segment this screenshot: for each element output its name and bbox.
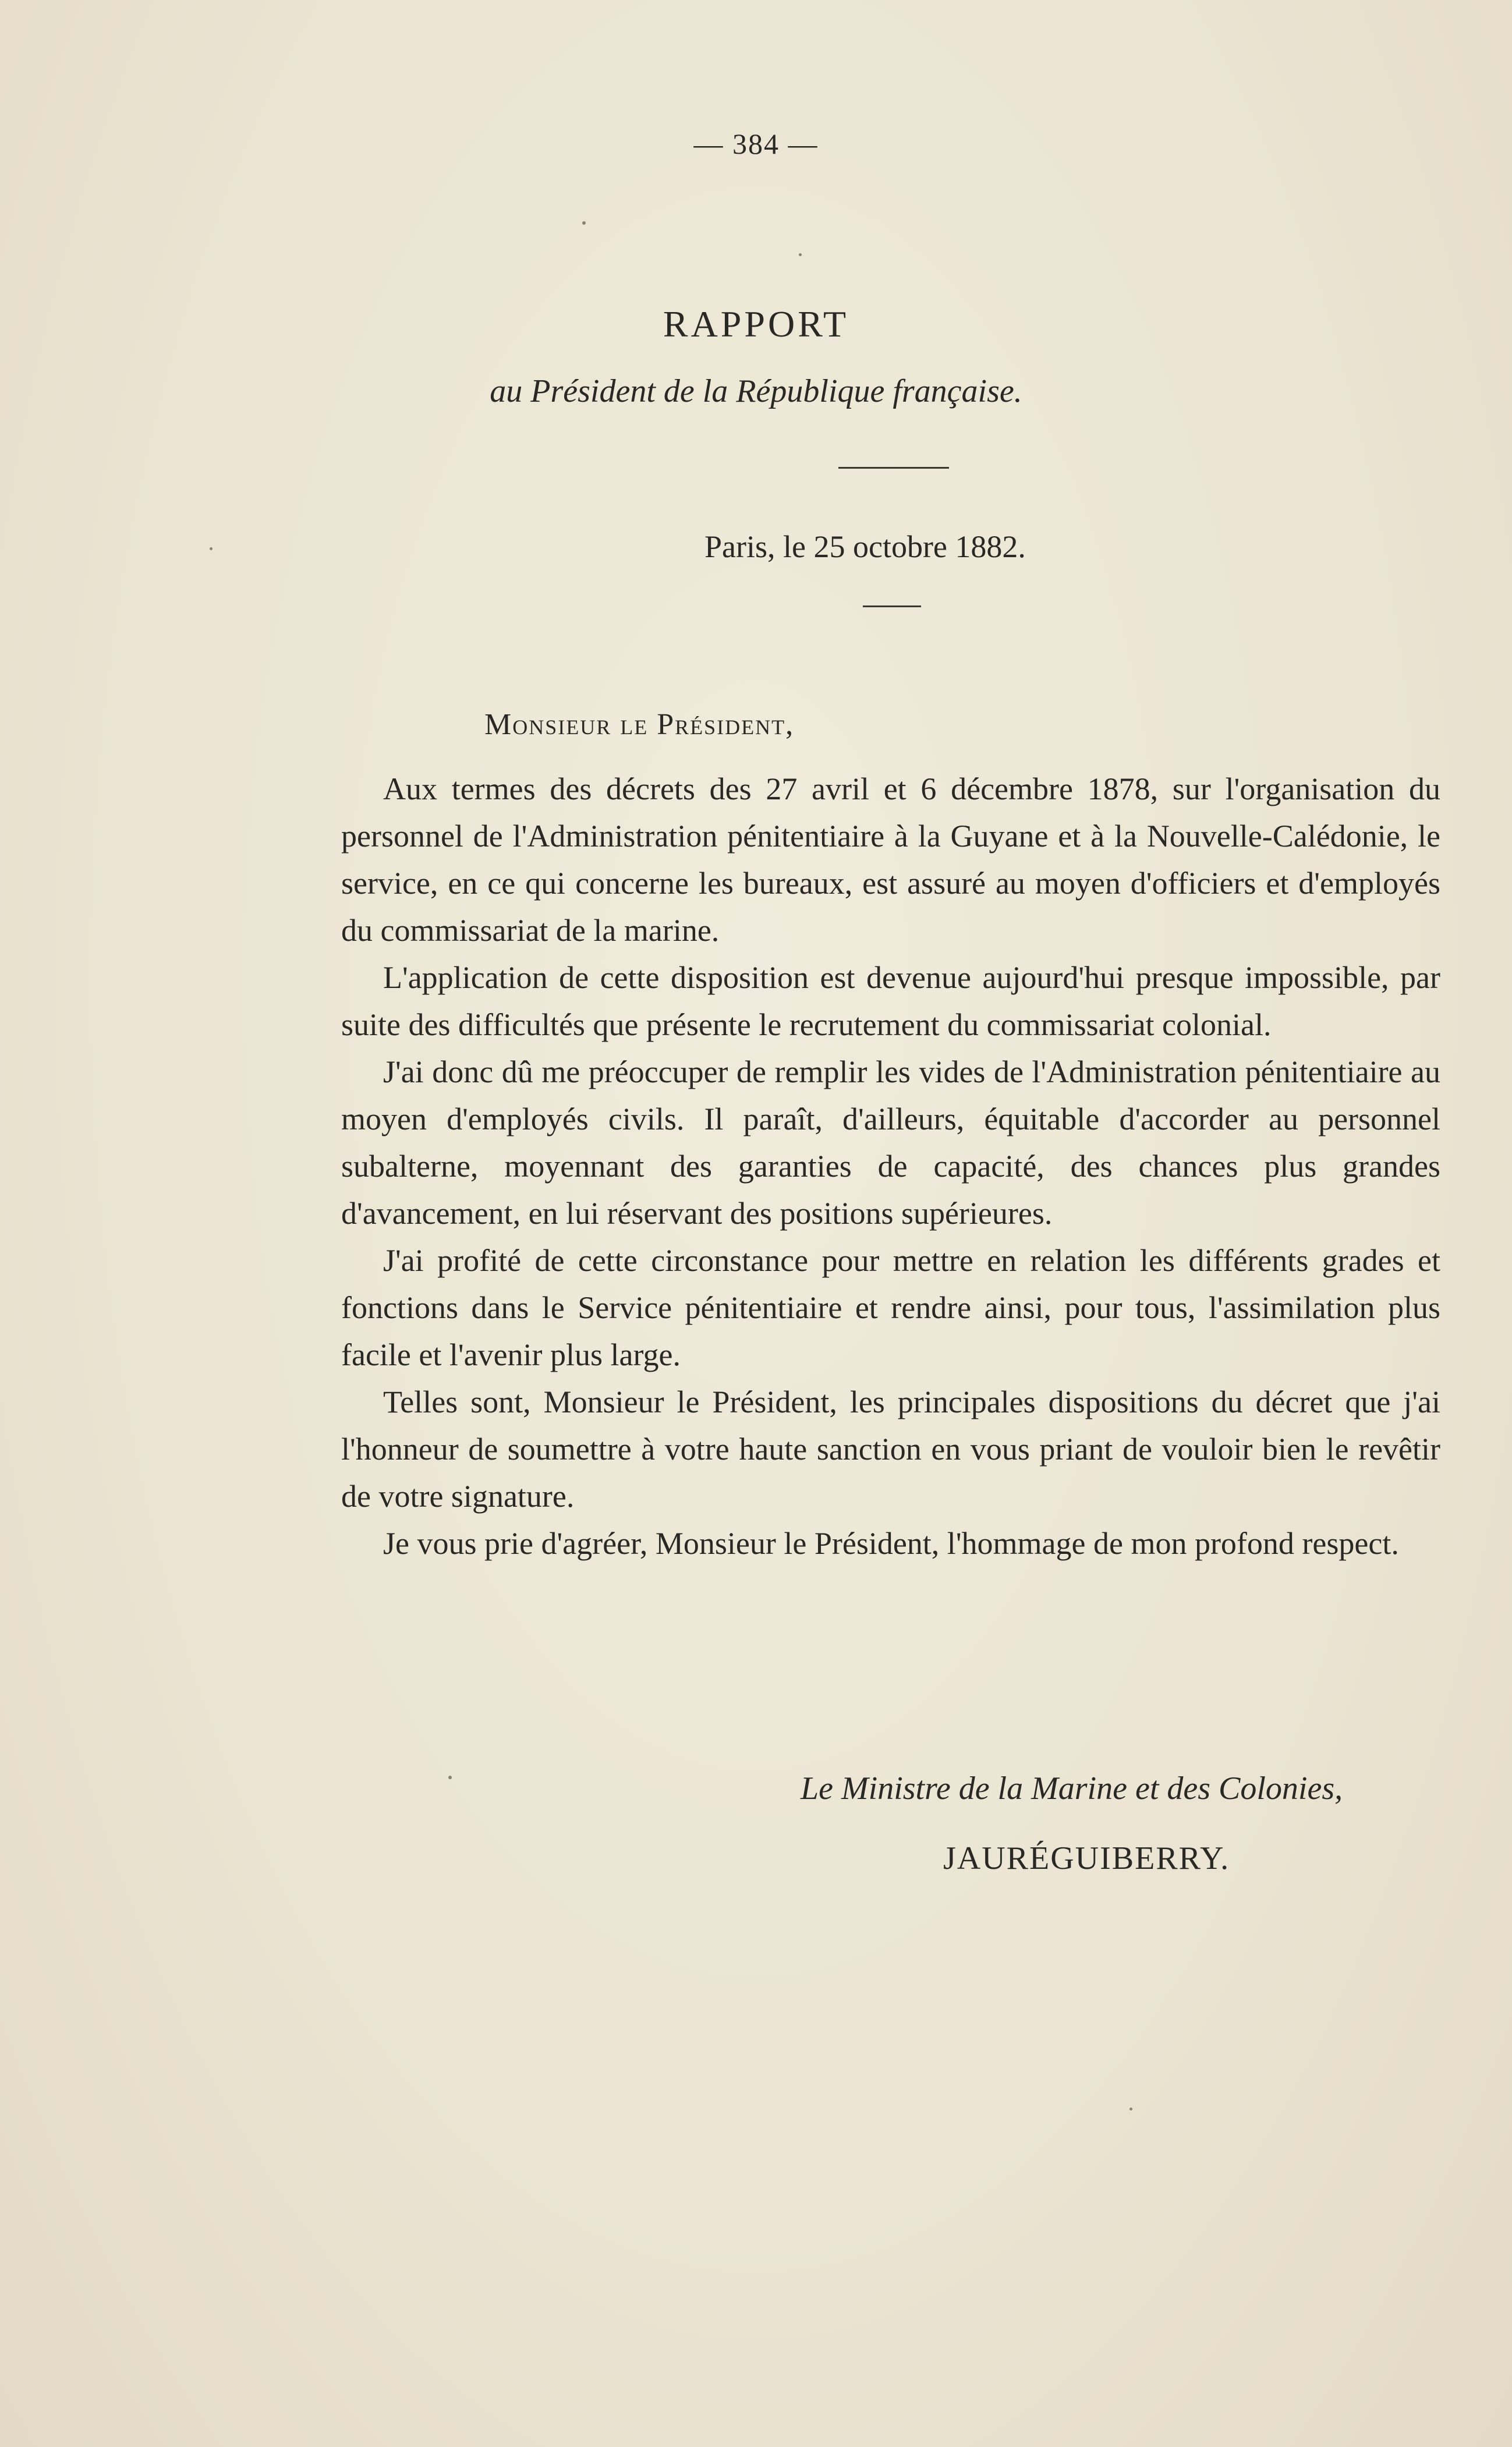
salutation: Monsieur le Président, xyxy=(484,708,795,741)
report-title: RAPPORT xyxy=(663,303,849,345)
paragraph: Aux termes des décrets des 27 avril et 6 décembre 1878, sur l'organisation du personnel de l'Administration pénitentiaire à la Guyane et à la Nouvelle-Calédonie, le service, en ce qui concerne les bureaux, est assuré au moyen d'officiers et d'employés du commissariat de la marine. xyxy=(341,771,1440,948)
paper-speck xyxy=(799,253,802,256)
page-number: — 384 — xyxy=(693,128,819,160)
report-subtitle: au Président de la République française. xyxy=(490,373,1022,409)
paragraph: J'ai donc dû me préoccuper de remplir les vides de l'Administration pénitentiaire au moyen d'employés civils. Il paraît, d'ailleurs, équitable d'accorder au personnel subalterne, moyennant des garanties de capacité, des chances plus grandes d'avancement, en lui réservant des positions supérieures. xyxy=(341,1054,1440,1231)
report-body xyxy=(341,766,1440,1567)
paragraph: Je vous prie d'agréer, Monsieur le Président, l'hommage de mon profond respect. xyxy=(383,1526,1399,1561)
signature-title: Le Ministre de la Marine et des Colonies, xyxy=(801,1770,1343,1807)
title-divider xyxy=(838,467,949,469)
paper-speck xyxy=(210,547,213,550)
paragraph: L'application de cette disposition est devenue aujourd'hui presque impossible, par suite des difficultés que présente le recrutement du commissariat colonial. xyxy=(341,960,1440,1042)
date-line: Paris, le 25 octobre 1882. xyxy=(704,529,1026,564)
paper-speck xyxy=(582,221,586,225)
date-divider xyxy=(863,605,921,607)
paper-speck xyxy=(448,1776,452,1779)
paper-speck xyxy=(1129,2108,1132,2110)
signature-name: JAURÉGUIBERRY. xyxy=(943,1840,1230,1876)
paragraph: Telles sont, Monsieur le Président, les principales dispositions du décret que j'ai l'honneur de soumettre à votre haute sanction en vous priant de vouloir bien le revêtir de votre signature. xyxy=(341,1384,1440,1514)
paragraph: J'ai profité de cette circonstance pour mettre en relation les différents grades et fonctions dans le Service pénitentiaire et rendre ainsi, pour tous, l'assimilation plus facile et l'avenir plus large. xyxy=(341,1243,1440,1372)
